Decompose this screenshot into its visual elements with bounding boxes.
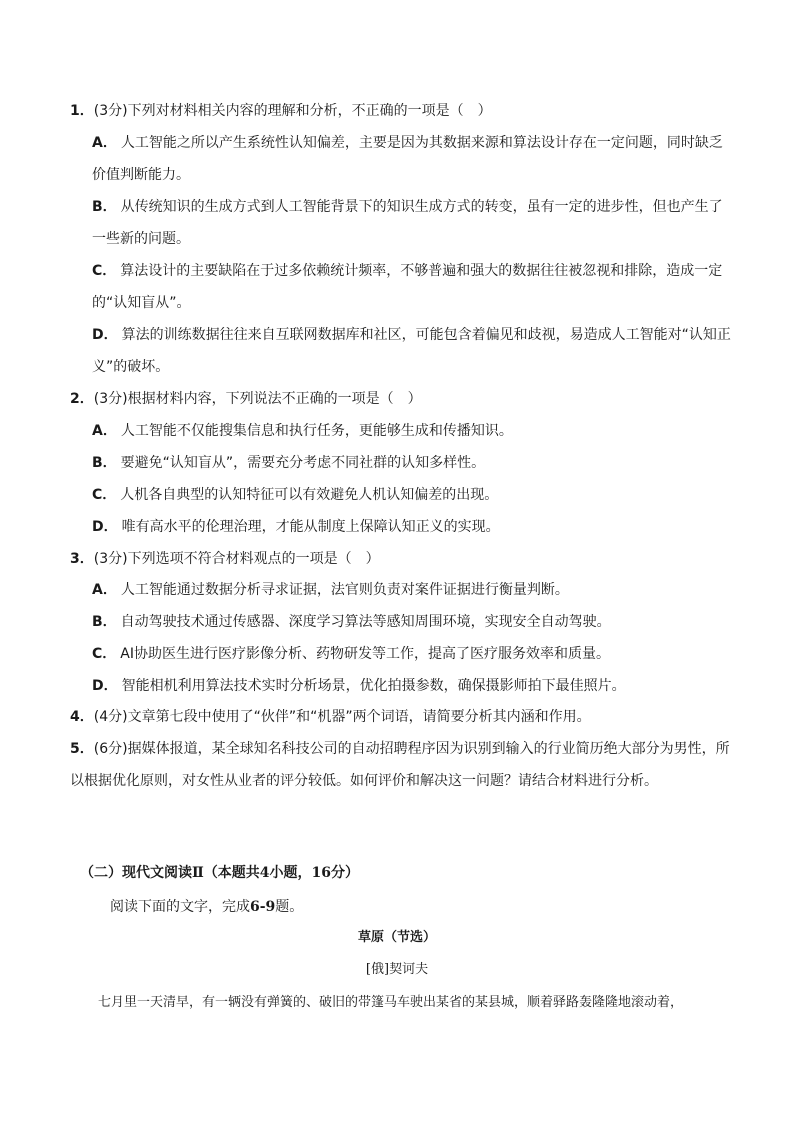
question-text: (4分)文章第七段中使用了“伙伴”和“机器”两个词语，请简要分析其内涵和作用。 (93, 709, 591, 725)
question-number: 3． (70, 551, 94, 567)
passage-title: 草原（节选） (357, 930, 436, 945)
q1-option-a: A． 人工智能之所以产生系统性认知偏差，主要是因为其数据来源和算法设计存在一定问题，同时缺乏 (92, 135, 723, 151)
q1-option-b-cont: 一些新的问题。 (92, 231, 190, 247)
q1-option-d-cont: 义”的破坏。 (92, 359, 170, 375)
q1-option-d: D． 算法的训练数据往往来自互联网数据库和社区，可能包含着偏见和歧视，易造成人工智能对“认知正 (92, 327, 731, 343)
question-text: (3分)下列选项不符合材料观点的一项是（ ） (93, 551, 380, 567)
question-text: (3分)下列对材料相关内容的理解和分析，不正确的一项是（ ） (93, 103, 492, 119)
question-3 (70, 548, 730, 570)
q1-option-c-cont: 的“认知盲从”。 (92, 295, 191, 311)
question-text: (3分)根据材料内容，下列说法不正确的一项是（ ） (93, 391, 422, 407)
q3-option-a: A． 人工智能通过数据分析寻求证据，法官则负责对案件证据进行衡量判断。 (92, 582, 569, 598)
reading-instruction: 阅读下面的文字，完成6-9题。 (110, 899, 304, 915)
question-1 (70, 100, 730, 122)
q3-option-b: B． 自动驾驶技术通过传感器、深度学习算法等感知周围环境，实现安全自动驾驶。 (92, 614, 611, 630)
question-5-cont: 以根据优化原则，对女性从业者的评分较低。如何评价和解决这一问题？请结合材料进行分析。 (70, 773, 658, 789)
q3-option-d: D． 智能相机利用算法技术实时分析场景，优化拍摄参数，确保摄影师拍下最佳照片。 (92, 678, 626, 694)
question-5 (70, 738, 730, 760)
question-text: (6分)据媒体报道，某全球知名科技公司的自动招聘程序因为识别到输入的行业简历绝大部分为男性，所 (93, 741, 730, 757)
q3-option-c: C． AI协助医生进行医疗影像分析、药物研发等工作，提高了医疗服务效率和质量。 (92, 646, 610, 662)
passage-author: [俄]契诃夫 (365, 962, 429, 977)
q1-option-b: B． 从传统知识的生成方式到人工智能背景下的知识生成方式的转变，虽有一定的进步性，但也产生了 (92, 199, 723, 215)
q2-option-d: D． 唯有高水平的伦理治理，才能从制度上保障认知正义的实现。 (92, 519, 500, 535)
question-number: 4． (70, 709, 94, 725)
q2-option-c: C． 人机各自典型的认知特征可以有效避免人机认知偏差的出现。 (92, 487, 499, 503)
q2-option-b: B． 要避免“认知盲从”，需要充分考虑不同社群的认知多样性。 (92, 455, 486, 471)
q1-option-c: C． 算法设计的主要缺陷在于过多依赖统计频率，不够普遍和强大的数据往往被忽视和排除，造成一定 (92, 263, 723, 279)
question-2 (70, 388, 730, 410)
passage-first-line: 七月里一天清早，有一辆没有弹簧的、破旧的带篷马车驶出某省的某县城，顺着驿路轰隆隆地滚动着， (98, 995, 684, 1010)
question-number: 2． (70, 391, 94, 407)
question-number: 5． (70, 741, 94, 757)
question-number: 1． (70, 103, 94, 119)
section-heading: （二）现代文阅读Ⅱ（本题共4小题，16分） (80, 865, 360, 881)
q2-option-a: A． 人工智能不仅能搜集信息和执行任务，更能够生成和传播知识。 (92, 423, 513, 439)
q1-option-a-cont: 价值判断能力。 (92, 167, 190, 183)
question-4 (70, 706, 730, 728)
